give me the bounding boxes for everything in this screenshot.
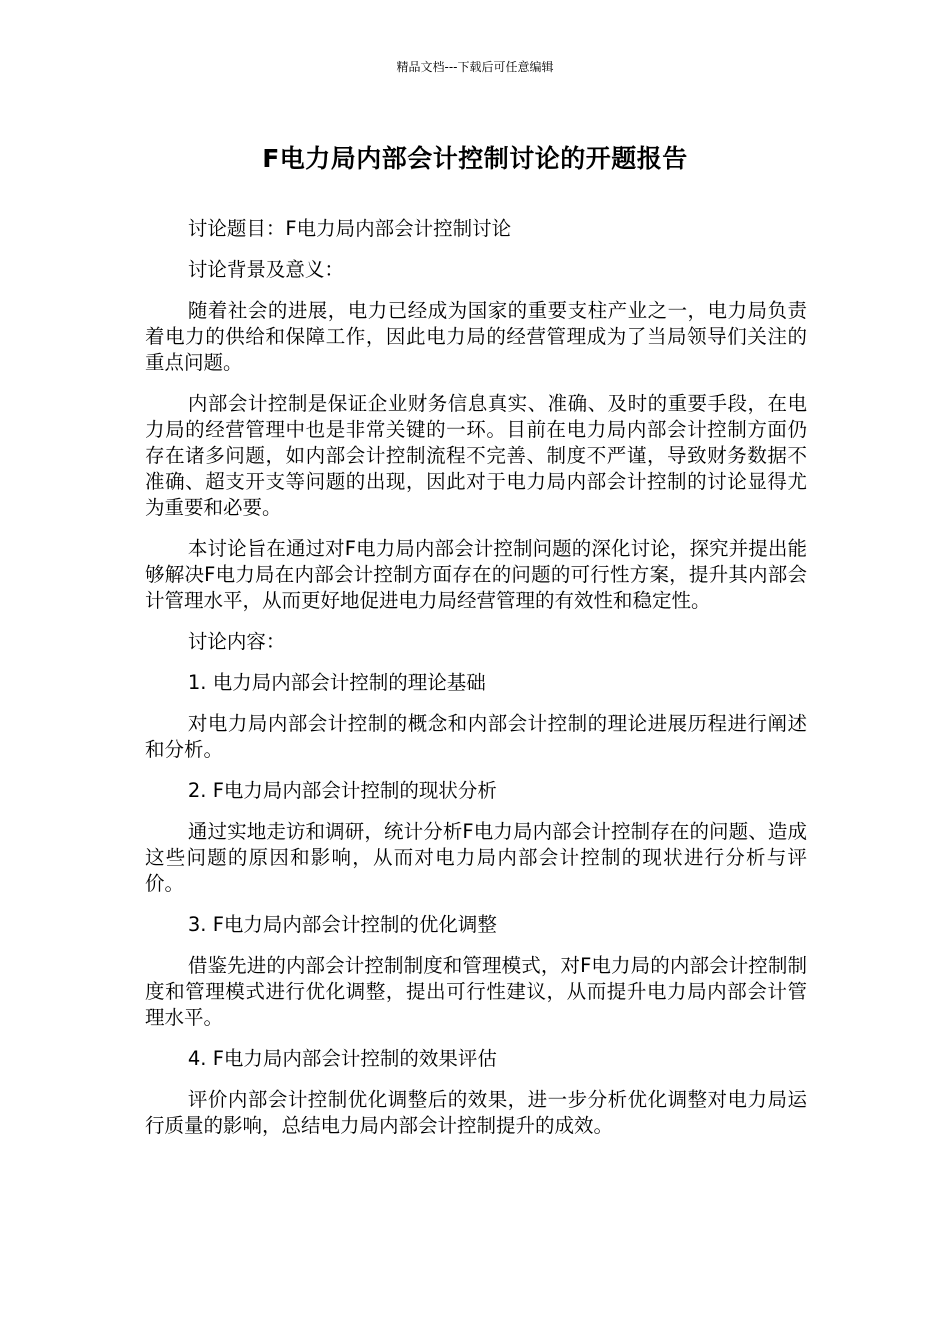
content-item-1-body: 对电力局内部会计控制的概念和内部会计控制的理论进展历程进行阐述和分析。 <box>145 712 807 761</box>
background-paragraph-3: 本讨论旨在通过对F电力局内部会计控制问题的深化讨论，探究并提出能够解决F电力局在内部会计控制方面存在的问题的可行性方案，提升其内部会计管理水平，从而更好地促进电力局经营管理的有效性和稳定性。 <box>145 537 807 612</box>
content-item-3-body: 借鉴先进的内部会计控制制度和管理模式，对F电力局的内部会计控制制度和管理模式进行优化调整，提出可行性建议，从而提升电力局内部会计管理水平。 <box>145 954 807 1029</box>
content-item-4-body: 评价内部会计控制优化调整后的效果，进一步分析优化调整对电力局运行质量的影响，总结电力局内部会计控制提升的成效。 <box>145 1088 807 1137</box>
header-note: 精品文档---下载后可任意编辑 <box>396 60 554 74</box>
content-item-1-heading: 1. 电力局内部会计控制的理论基础 <box>187 671 486 694</box>
document-body <box>145 216 807 1154</box>
content-heading: 讨论内容： <box>187 630 286 653</box>
background-paragraph-1: 随着社会的进展，电力已经成为国家的重要支柱产业之一，电力局负责着电力的供给和保障工作，因此电力局的经营管理成为了当局领导们关注的重点问题。 <box>145 299 807 374</box>
content-item-2-heading: 2. F电力局内部会计控制的现状分析 <box>187 779 497 802</box>
content-item-2-body: 通过实地走访和调研，统计分析F电力局内部会计控制存在的问题、造成这些问题的原因和影响，从而对电力局内部会计控制的现状进行分析与评价。 <box>145 820 807 895</box>
background-heading: 讨论背景及意义： <box>187 258 344 281</box>
background-paragraph-2: 内部会计控制是保证企业财务信息真实、准确、及时的重要手段，在电力局的经营管理中也是非常关键的一环。目前在电力局内部会计控制方面仍存在诸多问题，如内部会计控制流程不完善、制度不严谨，导致财务数据不准确、超支开支等问题的出现，因此对于电力局内部会计控制的讨论显得尤为重要和必要。 <box>145 392 807 519</box>
document-title: F电力局内部会计控制讨论的开题报告 <box>262 144 688 173</box>
content-item-3-heading: 3. F电力局内部会计控制的优化调整 <box>187 913 497 936</box>
content-item-4-heading: 4. F电力局内部会计控制的效果评估 <box>187 1047 497 1070</box>
topic-line: 讨论题目：F电力局内部会计控制讨论 <box>187 217 512 240</box>
